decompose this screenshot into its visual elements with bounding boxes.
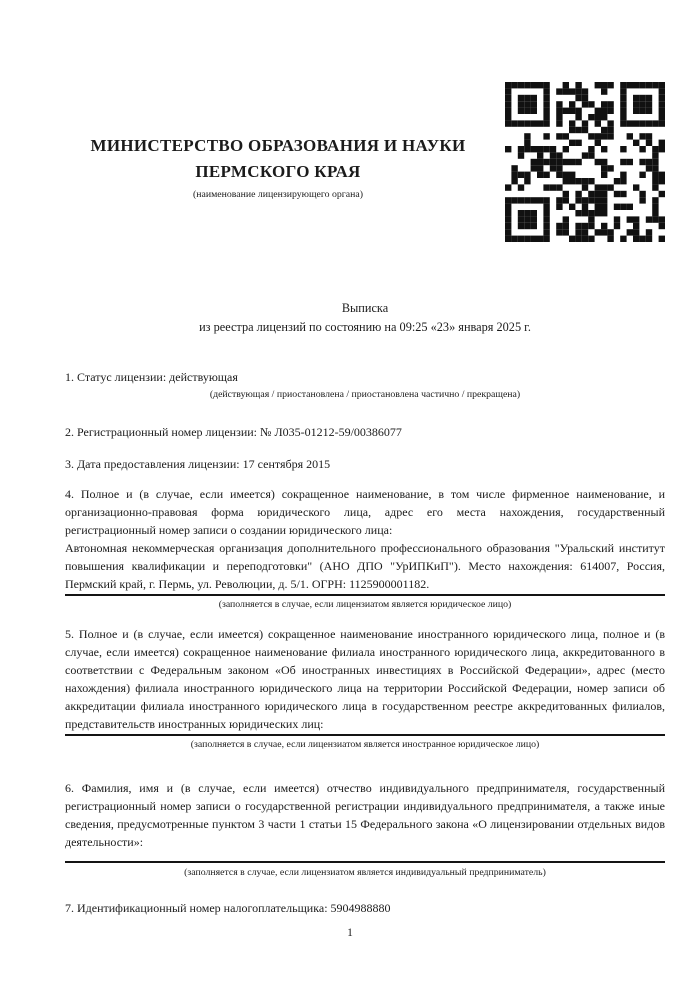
foreign-entity-question: 5. Полное и (в случае, если имеется) сокращенное наименование иностранного юридического лица, полное и (в случае, если имеется) сокращенное наименование филиала иностранного юридического лица, аккредитованного в соответствии с Федеральным законом «Об иностранных инвестициях в Российской Федерации», адрес (место нахождения) филиала иностранного юридического лица на территории Российской Федерации, номер записи об аккредитации филиала иностранного юридического лица в государственном реестре аккредитованных филиалов, представительств иностранных юридических лиц: (65, 627, 665, 731)
taxpayer-number-item: 7. Идентификационный номер налогоплательщика: 5904988880 (65, 901, 391, 915)
legal-entity-question: 4. Полное и (в случае, если имеется) сокращенное наименование, в том числе фирменное наименование, и организационно-правовая форма юридического лица, адрес его места нахождения, государственный регистрационный номер записи о создании юридического лица: (65, 487, 665, 537)
legal-entity-fill-line (65, 594, 665, 596)
page-number: 1 (347, 927, 353, 939)
entrepreneur-caption: (заполняется в случае, если лицензиатом является индивидуальный предприниматель) (184, 867, 546, 878)
legal-entity-answer: Автономная некоммерческая организация дополнительного профессионального образования "Уральский институт повышения квалификации и переподготовки" (АНО ДПО "УрИПКиП"). Место нахождения: 614007, Россия, Пермский край, г. Пермь, ул. Революции, д. 5/1. ОГРН: 1125900001182. (65, 541, 665, 591)
license-status-item: 1. Статус лицензии: действующая (65, 370, 238, 384)
registration-number-item: 2. Регистрационный номер лицензии: № Л035-01212-59/00386077 (65, 425, 402, 439)
licensing-authority-header (65, 133, 491, 201)
authority-caption: (наименование лицензирующего органа) (192, 189, 363, 200)
ministry-name-line2: ПЕРМСКОГО КРАЯ (195, 162, 361, 181)
document-title-line1: Выписка (341, 301, 389, 315)
document-title (65, 299, 665, 337)
document-title-line2: из реестра лицензий по состоянию на 09:25 «23» января 2025 г. (199, 320, 531, 334)
foreign-entity-caption: (заполняется в случае, если лицензиатом является иностранное юридическое лицо) (190, 739, 540, 750)
ministry-name-line1: МИНИСТЕРСТВО ОБРАЗОВАНИЯ И НАУКИ (90, 136, 466, 155)
legal-entity-caption: (заполняется в случае, если лицензиатом является юридическое лицо) (218, 599, 512, 610)
legal-entity-item (65, 485, 665, 593)
qr-code (505, 82, 665, 242)
status-options-caption: (действующая / приостановлена / приостановлена частично / прекращена) (209, 389, 521, 400)
entrepreneur-question: 6. Фамилия, имя и (в случае, если имеется) отчество индивидуального предпринимателя, государственный регистрационный номер записи о государственной регистрации индивидуального предпринимателя, а также иные сведения, предусмотренные пунктом 3 части 1 статьи 15 Федерального закона «О лицензировании отдельных видов деятельности»: (65, 781, 665, 849)
license-date-item: 3. Дата предоставления лицензии: 17 сентября 2015 (65, 457, 331, 471)
foreign-entity-fill-line (65, 734, 665, 736)
entrepreneur-fill-line (65, 861, 665, 863)
license-details (65, 368, 665, 917)
